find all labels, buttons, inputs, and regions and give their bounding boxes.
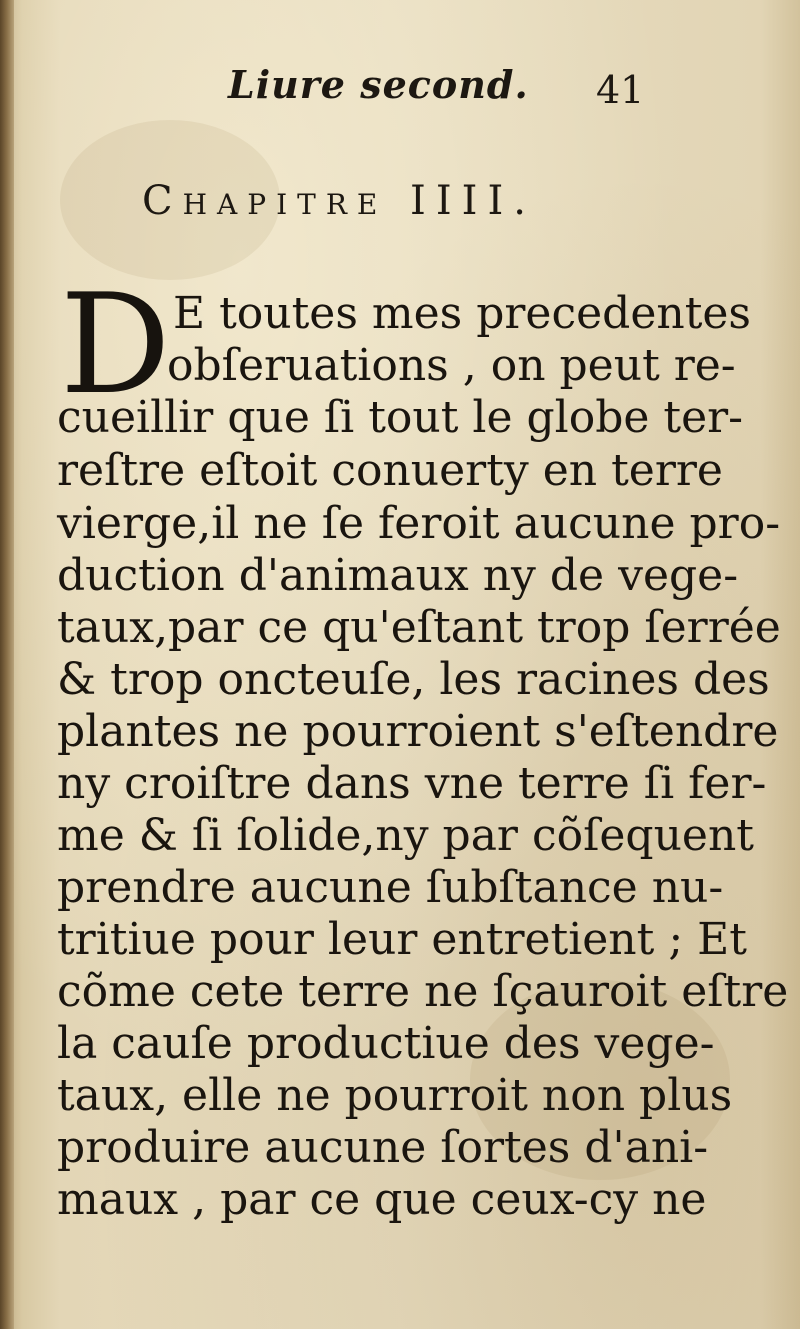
text-line: E toutes mes precedentes: [173, 288, 751, 339]
text-line: produire aucune ſortes d'ani-: [57, 1122, 709, 1173]
drop-cap: D: [60, 264, 171, 425]
text-line: me & ſi ſolide,ny par cõſequent: [57, 810, 754, 861]
text-line: maux , par ce que ceux-cy ne: [57, 1174, 707, 1225]
text-line: taux, elle ne pourroit non plus: [57, 1070, 733, 1121]
running-header: [0, 62, 800, 112]
text-line: reſtre eſtoit conuerty en terre: [57, 445, 723, 496]
text-line: cõme cete terre ne ſçauroit eſtre: [57, 966, 789, 1017]
chapter-heading: Chapitre IIII.: [142, 178, 536, 224]
text-line: taux,par ce qu'eſtant trop ſerrée: [57, 602, 781, 653]
text-line: cueillir que ſi tout le globe ter-: [57, 392, 744, 443]
text-line: tritiue pour leur entretient ; Et: [57, 914, 747, 965]
binding-gutter: [0, 0, 14, 1329]
text-line: duction d'animaux ny de vege-: [57, 550, 739, 601]
page-number: 41: [596, 68, 645, 112]
text-line: vierge,il ne ſe feroit aucune pro-: [57, 498, 781, 549]
text-line: la cauſe productiue des vege-: [57, 1018, 715, 1069]
text-line: plantes ne pourroient s'eſtendre: [57, 706, 779, 757]
text-line: & trop oncteuſe, les racines des: [57, 654, 770, 705]
text-line: obſeruations , on peut re-: [167, 340, 736, 391]
running-title: Liure second.: [228, 62, 529, 107]
text-line: prendre aucune ſubſtance nu-: [57, 862, 724, 913]
text-line: ny croiſtre dans vne terre ſi fer-: [57, 758, 767, 809]
